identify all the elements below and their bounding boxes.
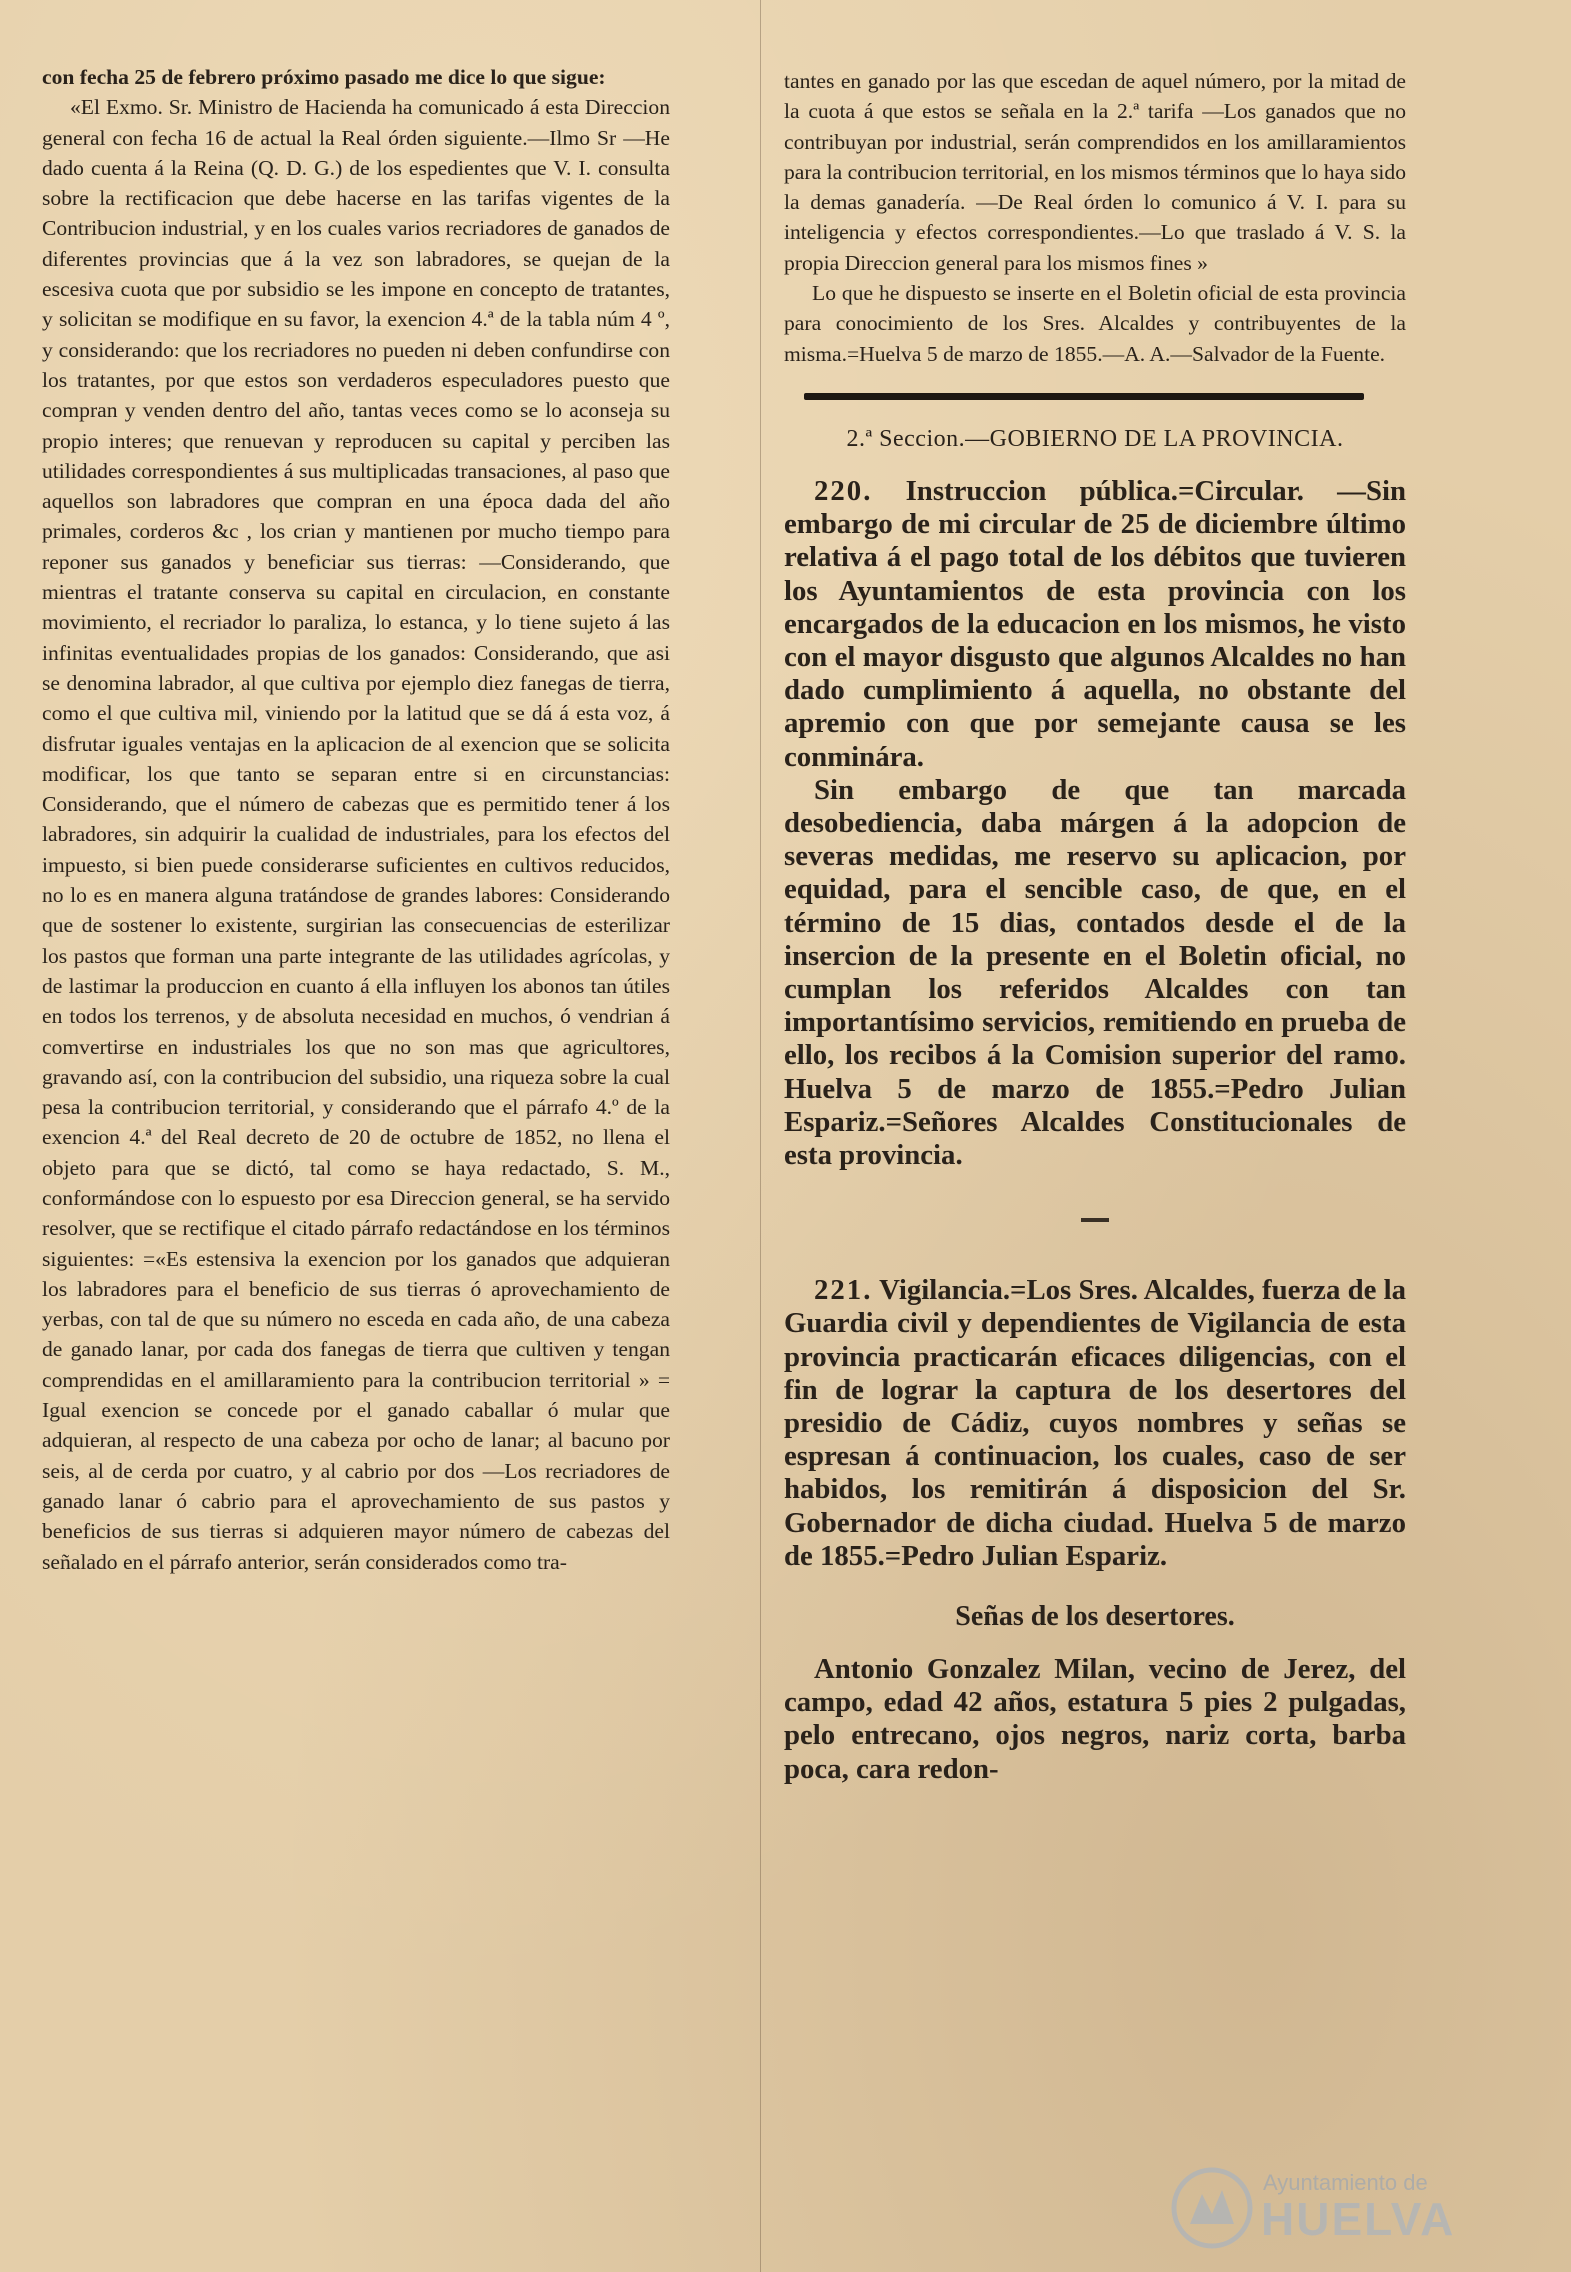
section-heading: 2.ª Seccion.—GOBIERNO DE LA PROVINCIA.	[846, 425, 1344, 452]
archive-watermark	[1168, 2158, 1498, 2254]
deserters-subheading: Señas de los desertores.	[955, 1601, 1235, 1633]
crest-logo-icon	[1168, 2164, 1256, 2252]
item-220-paragraph-2: Sin embargo de que tan marcada desobediencia, daba márgen á la adopcion de severas medidas, me reservo su aplicacion, por equidad, para el sencible caso, de que, en el término de 15 dias, contados desde el de la insercion de la presente en el Boletin oficial, no cumplan los referidos Alcaldes con tan importantísimo servicios, remitiendo en prueba de ello, los recibos á la Comision superior del ramo. Huelva 5 de marzo de 1855.=Pedro Julian Espariz.=Señores Alcaldes Constitucionales de esta provincia.	[784, 773, 1406, 1172]
left-column	[42, 62, 670, 1577]
continuation-text: tantes en ganado por las que escedan de aquel número, por la mitad de la cuota á que estos se señala en la 2.ª tarifa —Los ganados que no contribuyan por industrial, serán comprendidos en los amillaramientos para la contribucion territorial, en los mismos términos que lo haya sido la demas ganadería. —De Real órden lo comunico á V. I. para su inteligencia y efectos correspondientes.—Lo que traslado á V. S. la propia Direccion general para los mismos fines »	[784, 69, 1406, 275]
watermark-top-text: Ayuntamiento de	[1263, 2170, 1428, 2195]
column-divider	[760, 0, 761, 2272]
item-220-text: Instruccion pública.=Circular. —Sin embargo de mi circular de 25 de diciembre último relativa á el pago total de los débitos que tuvieren los Ayuntamientos de esta provincia con los encargados de la educacion en los mismos, he visto con el mayor disgusto que algunos Alcaldes no han dado cumplimiento á aquella, no obstante del apremio con que por semejante causa se les conminára.	[784, 474, 1406, 773]
closing-text: Lo que he dispuesto se inserte en el Boletin oficial de esta provincia para conocimiento de los Sres. Alcaldes y contribuyentes de la misma.=Huelva 5 de marzo de 1855.—A. A.—Salvador de la Fuente.	[784, 281, 1406, 366]
item-221-number: 221.	[814, 1274, 873, 1307]
section-rule	[804, 393, 1364, 400]
item-220	[784, 475, 1406, 774]
watermark-main-text: HUELVA	[1261, 2193, 1456, 2245]
item-221	[784, 1274, 1406, 1573]
left-column-quote: «El Exmo. Sr. Ministro de Hacienda ha comunicado á esta Direccion general con fecha 16 de actual la Real órden siguiente.—Ilmo Sr —He dado cuenta á la Reina (Q. D. G.) de los espedientes que V. I. consulta sobre la rectificacion que debe hacerse en las tarifas vigentes de la Contribucion industrial, y en los cuales varios recriadores de ganados de diferentes provincias que á la vez son labradores, se quejan de la escesiva cuota que por subsidio se les impone en concepto de tratantes, y solicitan se modifique en su favor, la exencion 4.ª de la tabla núm 4 º, y considerando: que los recriadores no pueden ni deben confundirse con los tratantes, por que estos son verdaderos especuladores puesto que compran y venden dentro del año, tantas veces como se lo aconseja su propio interes; que renuevan y reproducen su capital y perciben las utilidades correspondientes á sus multiplicadas transaciones, al paso que aquellos son labradores que compran en una época dada del año primales, corderos &c , los crian y mantienen por mucho tiempo para reponer sus ganados y beneficiar sus tierras: —Considerando, que mientras el tratante conserva su capital en circulacion, en constante movimiento, el recriador lo paraliza, lo estanca, y lo tiene sujeto á las infinitas eventualidades propias de los ganados: Considerando, que asi se denomina labrador, al que cultiva por ejemplo diez fanegas de tierra, como el que cultiva mil, viniendo por la latitud que se dá á esta voz, á disfrutar iguales ventajas en la aplicacion de al exencion que se solicita modificar, los que tanto se separan entre si en circunstancias: Considerando, que el número de cabezas que es permitido tener á los labradores, sin adquirir la cualidad de industriales, para los efectos del impuesto, si bien puede considerarse suficientes en cultivos reducidos, no lo es en manera alguna tratándose de grandes labores: Considerando que de sostener lo existente, surgirian las consecuencias de esterilizar los pastos que forman una parte integrante de las utilidades agrícolas, y de lastimar la produccion en cuanto á ella influyen los abonos tan útiles en todos los terrenos, y de absoluta necesidad en muchos, ó vendrian á comvertirse en industriales los que no son mas que agricultores, gravando así, con la contribucion del subsidio, una riqueza sobre la cual pesa la contribucion territorial, y considerando que el párrafo 4.º de la exencion 4.ª del Real decreto de 20 de octubre de 1852, no llena el objeto para que se dictó, tal como se haya redactado, S. M., conformándose con lo espuesto por esa Direccion general, se ha servido resolver, que se rectifique el citado párrafo redactándose en los términos siguientes: =«Es estensiva la exencion por los ganados que adquieran los labradores para el beneficio de sus tierras ó aprovechamiento de yerbas, con tal de que su número no esceda en cada año, de una cabeza de ganado lanar, por cada dos fanegas de tierra que cultiven y tengan comprendidas en el amillaramiento para la contribucion territorial » = Igual exencion se concede por el ganado caballar ó mular que adquieran, al respecto de una cabeza por ocho de lanar; al bacuno por seis, al de cerda por cuatro, y al cabrio por dos —Los recriadores de ganado lanar ó cabrio para el aprovechamiento de sus pastos y beneficios de sus tierras si adquieren mayor número de cabezas del señalado en el párrafo anterior, serán considerados como tra-	[42, 95, 670, 1574]
item-220-number: 220.	[814, 474, 873, 507]
left-column-text: con fecha 25 de febrero próximo pasado me dice lo que sigue:	[42, 65, 606, 89]
small-divider	[1081, 1218, 1109, 1222]
item-221-text: Vigilancia.=Los Sres. Alcaldes, fuerza de la Guardia civil y dependientes de Vigilancia de esta provincia practicarán eficaces diligencias, con el fin de lograr la captura de los desertores del presidio de Cádiz, cuyos nombres y señas se espresan á continuacion, los cuales, caso de ser habidos, los remitirán á disposicion del Sr. Gobernador de dicha ciudad. Huelva 5 de marzo de 1855.=Pedro Julian Espariz.	[784, 1274, 1406, 1572]
right-column	[784, 66, 1406, 1786]
deserter-description: Antonio Gonzalez Milan, vecino de Jerez, del campo, edad 42 años, estatura 5 pies 2 pulgadas, pelo entrecano, ojos negros, nariz corta, barba poca, cara redon-	[784, 1653, 1406, 1785]
